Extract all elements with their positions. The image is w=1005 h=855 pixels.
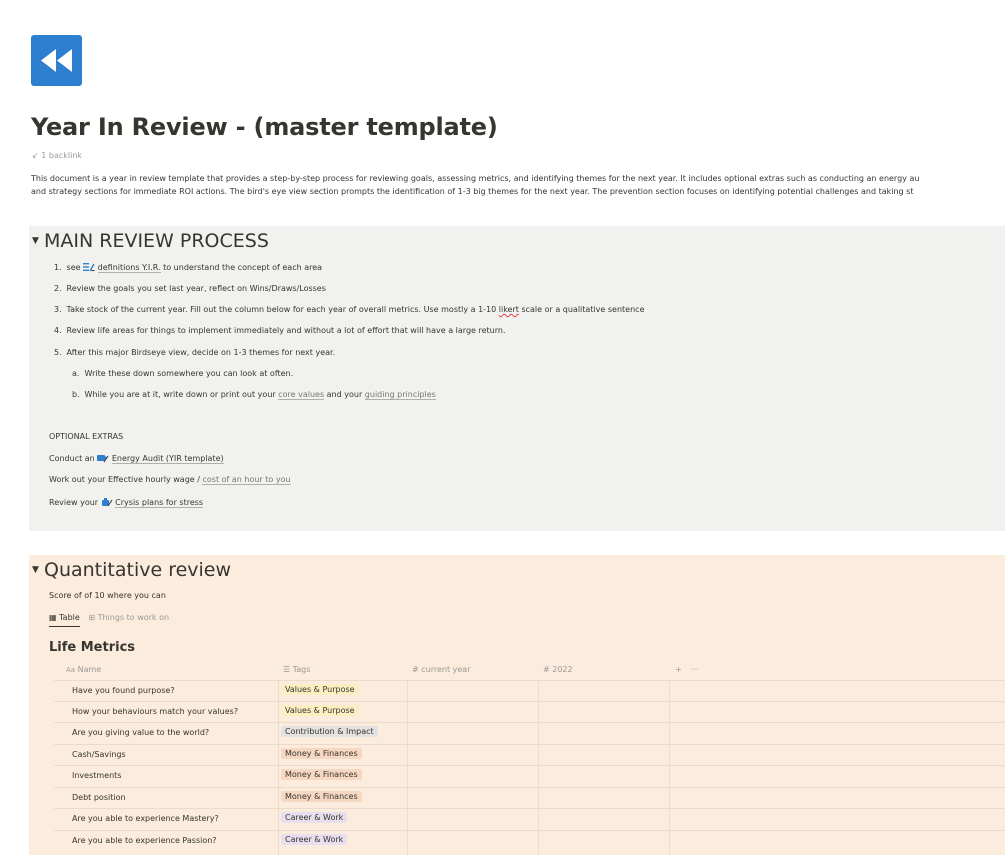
more-icon: ··· <box>691 665 699 674</box>
column-header-2022[interactable]: # 2022 <box>543 665 573 674</box>
main-review-callout <box>29 226 1005 531</box>
board-view-icon: ⊞ <box>88 613 96 622</box>
crysis-plans-page-icon <box>101 497 113 509</box>
database-title[interactable]: Life Metrics <box>49 640 136 655</box>
table-row[interactable] <box>54 701 1005 723</box>
energy-audit-page-icon <box>97 453 109 465</box>
table-row[interactable] <box>54 722 1005 744</box>
row-name[interactable]: Cash/Savings <box>72 750 126 759</box>
page-title: Year In Review - (master template) <box>31 113 498 141</box>
description-line: This document is a year in review template that provides a step-by-step process for reviewing goals, assessing metrics, and identifying themes for the next year. It includes optional extras such as conducting an energy au <box>31 174 920 183</box>
quantitative-subtitle: Score of of 10 where you can <box>49 591 166 600</box>
quantitative-review-callout <box>29 555 1005 855</box>
list-property-icon: ☰ <box>283 665 291 674</box>
page-description <box>31 172 1005 198</box>
energy-audit-link[interactable]: Energy Audit (YIR template) <box>111 454 224 463</box>
quantitative-review-heading: Quantitative review <box>44 559 232 581</box>
number-property-icon: # <box>543 665 550 674</box>
tag-badge: Contribution & Impact <box>281 726 378 737</box>
column-header-current-year[interactable]: # current year <box>412 665 471 674</box>
row-name[interactable]: Are you giving value to the world? <box>72 728 210 737</box>
guiding-principles-link[interactable]: guiding principles <box>364 390 436 399</box>
list-item: 4. Review life areas for things to implement immediately and without a lot of effort that will have a large return. <box>54 326 506 335</box>
core-values-link[interactable]: core values <box>278 390 325 399</box>
number-property-icon: # <box>412 665 419 674</box>
table-row[interactable] <box>54 765 1005 787</box>
table-row[interactable] <box>54 808 1005 830</box>
table-row[interactable] <box>54 830 1005 852</box>
extra-item: Conduct an Energy Audit (YIR template) <box>49 454 224 463</box>
tab-things-to-work-on[interactable]: ⊞ Things to work on <box>88 613 170 622</box>
spellcheck-word: likert <box>498 305 519 314</box>
tag-badge: Values & Purpose <box>281 705 359 716</box>
definitions-link[interactable]: definitions Y.I.R. <box>97 263 161 272</box>
row-name[interactable]: Are you able to experience Passion? <box>72 836 217 845</box>
optional-extras-heading: OPTIONAL EXTRAS <box>49 432 124 441</box>
column-header-name[interactable]: Aa Name <box>66 665 102 674</box>
toggle-triangle-icon[interactable]: ▼ <box>32 236 39 246</box>
main-review-heading: MAIN REVIEW PROCESS <box>44 230 269 252</box>
extra-item: Review your Crysis plans for stress <box>49 498 204 507</box>
quantitative-review-toggle[interactable] <box>32 559 231 581</box>
extra-item: Work out your Effective hourly wage / cost of an hour to you <box>49 475 291 484</box>
toggle-triangle-icon[interactable]: ▼ <box>32 565 39 575</box>
text-property-icon: Aa <box>66 666 76 674</box>
cost-of-hour-link[interactable]: cost of an hour to you <box>202 475 291 484</box>
tag-badge: Values & Purpose <box>281 684 359 695</box>
table-row[interactable] <box>54 787 1005 809</box>
database-view-tabs <box>49 613 175 627</box>
crysis-plans-link[interactable]: Crysis plans for stress <box>115 498 204 507</box>
row-name[interactable]: Investments <box>72 771 122 780</box>
column-header-tags[interactable]: ☰ Tags <box>283 665 311 674</box>
tag-badge: Money & Finances <box>281 791 362 802</box>
more-options-button[interactable] <box>691 665 699 674</box>
row-name[interactable]: Debt position <box>72 793 126 802</box>
backlink-arrow-icon: ↙ <box>32 151 39 160</box>
table-row[interactable] <box>54 680 1005 702</box>
row-name[interactable]: How your behaviours match your values? <box>72 707 239 716</box>
list-item: b. While you are at it, write down or print out your core values and your guiding principles <box>72 390 436 399</box>
add-column-button[interactable] <box>675 665 682 674</box>
description-line: and strategy sections for immediate ROI actions. The bird's eye view section prompts the identification of 1-3 big themes for the next year. The prevention section focuses on identifying potential challenges and taking st <box>31 187 914 196</box>
main-review-toggle[interactable] <box>32 230 269 252</box>
list-item: 1. see definitions Y.I.R. to understand the concept of each area <box>54 263 323 272</box>
row-name[interactable]: Are you able to experience Mastery? <box>72 814 219 823</box>
table-row[interactable] <box>54 744 1005 766</box>
list-item: 2. Review the goals you set last year, reflect on Wins/Draws/Losses <box>54 284 326 293</box>
backlink-label: 1 backlink <box>41 151 83 160</box>
rewind-icon[interactable] <box>31 35 82 86</box>
tag-badge: Money & Finances <box>281 769 362 780</box>
table-view-icon: ▦ <box>49 613 57 622</box>
backlink[interactable] <box>32 151 82 160</box>
row-name[interactable]: Have you found purpose? <box>72 686 175 695</box>
tab-table[interactable]: ▦ Table <box>49 613 80 627</box>
plus-icon: + <box>675 665 682 674</box>
tag-badge: Money & Finances <box>281 748 362 759</box>
table-header <box>54 660 1005 680</box>
list-item: a. Write these down somewhere you can look at often. <box>72 369 294 378</box>
tag-badge: Career & Work <box>281 812 347 823</box>
list-item: 5. After this major Birdseye view, decide on 1-3 themes for next year. <box>54 348 336 357</box>
tag-badge: Career & Work <box>281 834 347 845</box>
list-item: 3. Take stock of the current year. Fill out the column below for each year of overall metrics. Use mostly a 1-10 likert scale or a qualitative sentence <box>54 305 645 314</box>
definitions-page-icon <box>83 262 95 274</box>
